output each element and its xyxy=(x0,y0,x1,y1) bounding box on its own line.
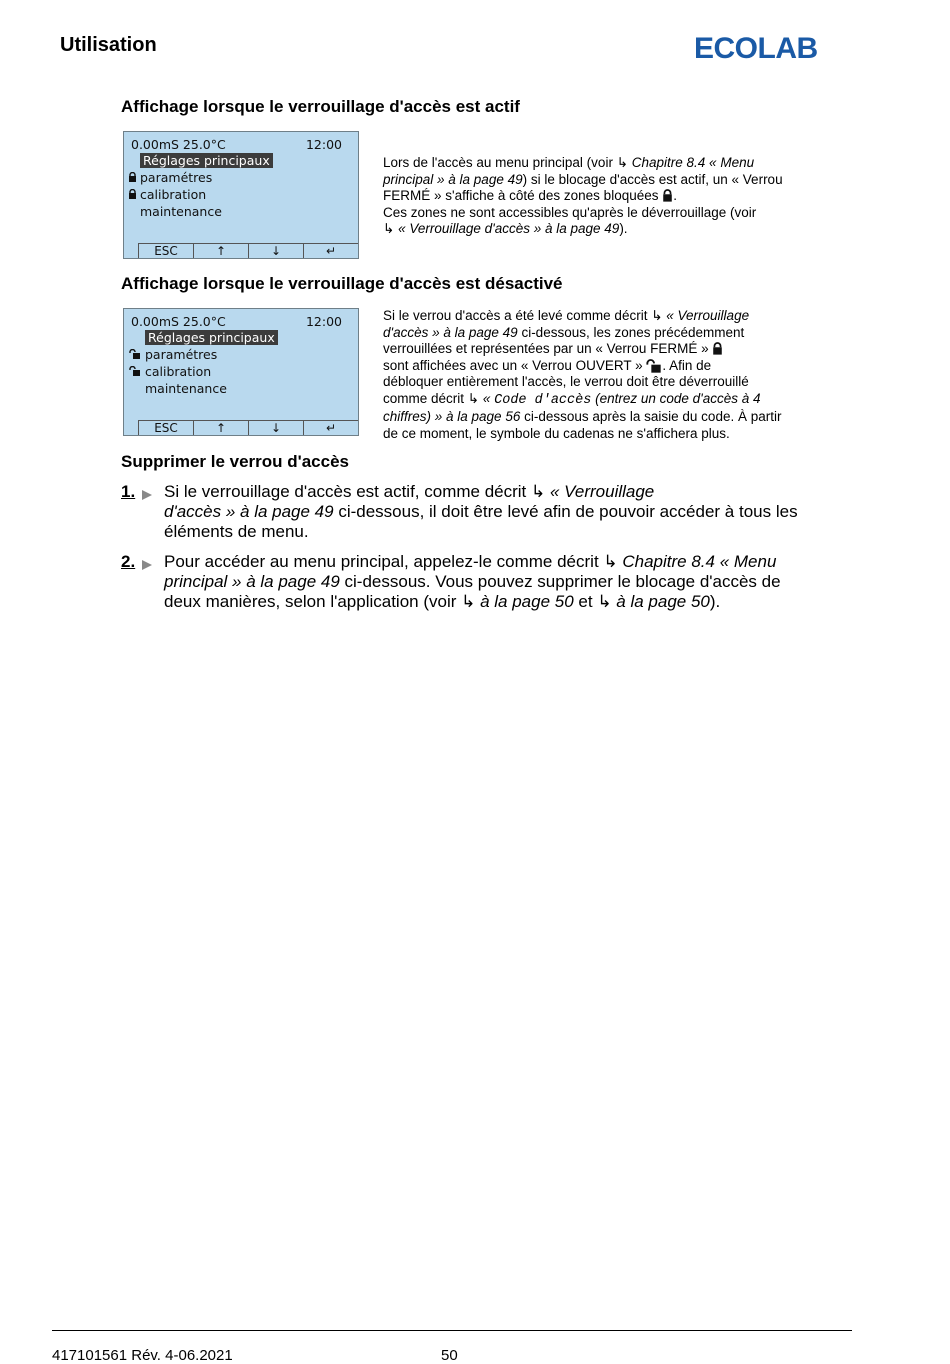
link-code-acces[interactable]: Code d'accès xyxy=(494,392,592,408)
step-arrow-icon xyxy=(140,559,154,571)
step-number: 2. xyxy=(121,552,154,572)
softkey-esc: ESC xyxy=(138,421,193,435)
cross-ref-icon: ↳ xyxy=(383,221,395,236)
softkey-enter: ↵ xyxy=(303,421,358,435)
cross-ref-icon: ↳ xyxy=(461,592,476,611)
softkey-esc: ESC xyxy=(138,244,193,258)
link-chapter-8-4[interactable]: Chapitre 8.4 « Menu xyxy=(622,552,777,571)
footer-divider xyxy=(52,1330,852,1331)
lcd-menu-item: maintenance xyxy=(140,204,222,219)
link-verrouillage-acces[interactable]: « Verrouillage xyxy=(666,308,750,323)
lcd-menu-item: calibration xyxy=(140,187,207,202)
lock-open-icon xyxy=(129,366,141,376)
lock-open-icon xyxy=(129,349,141,359)
softkey-down: ↓ xyxy=(248,421,303,435)
section-heading-lock-active: Affichage lorsque le verrouillage d'accès est actif xyxy=(121,97,520,116)
link-menu-principal[interactable]: principal » à la page 49 xyxy=(383,171,523,187)
link-verrouillage-acces-page[interactable]: d'accès » à la page 49 xyxy=(164,502,334,521)
softkey-enter: ↵ xyxy=(303,244,358,258)
step-number: 1. xyxy=(121,482,154,502)
section1-paragraph: Lors de l'accès au menu principal (voir ↳ Chapitre 8.4 « Menu principal » à la page 49) si le blocage d'accès est actif, un « Verrou FERMÉ » s'affiche à côté des zones bloquées . Ces zones ne sont accessibles qu'après le déverrouillage (voir ↳ « Verrouillage d'accès » à la page 49). xyxy=(383,155,783,236)
lcd-screen-locked xyxy=(123,131,359,259)
step-arrow-icon xyxy=(140,489,154,501)
lcd-status: 0.00mS 25.0°C xyxy=(131,314,226,329)
link-page-50[interactable]: à la page 50 xyxy=(611,592,710,611)
cross-ref-icon: ↳ xyxy=(467,390,480,406)
section-heading-remove-lock: Supprimer le verrou d'accès xyxy=(121,452,349,471)
lcd-softkey-bar xyxy=(138,420,358,435)
cross-ref-icon: ↳ xyxy=(597,592,612,611)
softkey-down: ↓ xyxy=(248,244,303,258)
link-verrouillage-acces[interactable]: « Verrouillage d'accès » à la page 49 xyxy=(398,221,620,236)
section2-paragraph: Si le verrou d'accès a été levé comme décrit ↳ « Verrouillage d'accès » à la page 49 ci-dessous, les zones précédemment verrouillées et représentées par un « Verrou FERMÉ » sont affichées avec un « Verrou OUVERT » . Afin de débloquer entièrement l'accès, le verrou doit être déverrouillé comme décrit ↳ « Code d'accès (entrez un code d'accès à 4 chiffres) » à la page 56 ci-dessous après la saisie du code. À partir de ce moment, le symbole du cadenas ne s'affichera plus. xyxy=(383,308,782,441)
lock-closed-icon xyxy=(128,172,137,182)
link-page-50[interactable]: à la page 50 xyxy=(475,592,574,611)
logo-text: ECOLAB xyxy=(694,32,818,64)
footer-page-number: 50 xyxy=(441,1347,458,1364)
link-menu-principal[interactable]: principal » à la page 49 xyxy=(164,572,340,591)
link-chapter-8-4[interactable]: Chapitre 8.4 « Menu xyxy=(631,155,755,170)
step-2-text: Pour accéder au menu principal, appelez-le comme décrit ↳ Chapitre 8.4 « Menu principal » à la page 49 ci-dessous. Vous pouvez supprimer le blocage d'accès de deux manières, selon l'application (voir ↳ à la page 50 et ↳ à la page 50). xyxy=(164,552,781,611)
lcd-time: 12:00 xyxy=(305,137,342,152)
lcd-menu-item: maintenance xyxy=(145,381,227,396)
footer-doc-number: 417101561 Rév. 4-06.2021 xyxy=(52,1347,233,1364)
section-heading-lock-inactive: Affichage lorsque le verrouillage d'accès est désactivé xyxy=(121,274,563,293)
lock-closed-icon xyxy=(128,189,137,199)
step-1-text: Si le verrouillage d'accès est actif, comme décrit ↳ « Verrouillage d'accès » à la page 49 ci-dessous, il doit être levé afin de pouvoir accéder à tous les éléments de menu. xyxy=(164,482,798,541)
cross-ref-icon: ↳ xyxy=(616,155,628,170)
lock-closed-icon xyxy=(712,342,723,355)
lcd-screen-unlocked xyxy=(123,308,359,436)
ecolab-logo xyxy=(692,28,844,64)
link-code-acces-page[interactable]: chiffres) » à la page 56 xyxy=(383,409,521,424)
lcd-softkey-bar xyxy=(138,243,358,258)
lock-open-icon xyxy=(646,359,662,373)
lcd-menu-item: calibration xyxy=(145,364,212,379)
lcd-menu-item: Réglages principaux xyxy=(140,153,273,168)
softkey-up: ↑ xyxy=(193,421,248,435)
lcd-menu-item: paramétres xyxy=(145,347,218,362)
lcd-menu-item: Réglages principaux xyxy=(145,330,278,345)
softkey-up: ↑ xyxy=(193,244,248,258)
lcd-menu-item: paramétres xyxy=(140,170,213,185)
lcd-status: 0.00mS 25.0°C xyxy=(131,137,226,152)
page-header-title: Utilisation xyxy=(60,34,157,56)
cross-ref-icon: ↳ xyxy=(531,482,546,501)
cross-ref-icon: ↳ xyxy=(651,308,663,323)
lcd-time: 12:00 xyxy=(305,314,342,329)
link-verrouillage-acces[interactable]: « Verrouillage xyxy=(550,482,655,501)
link-verrouillage-acces-page[interactable]: d'accès » à la page 49 xyxy=(383,324,518,340)
cross-ref-icon: ↳ xyxy=(603,552,618,571)
lock-closed-icon xyxy=(662,189,673,202)
